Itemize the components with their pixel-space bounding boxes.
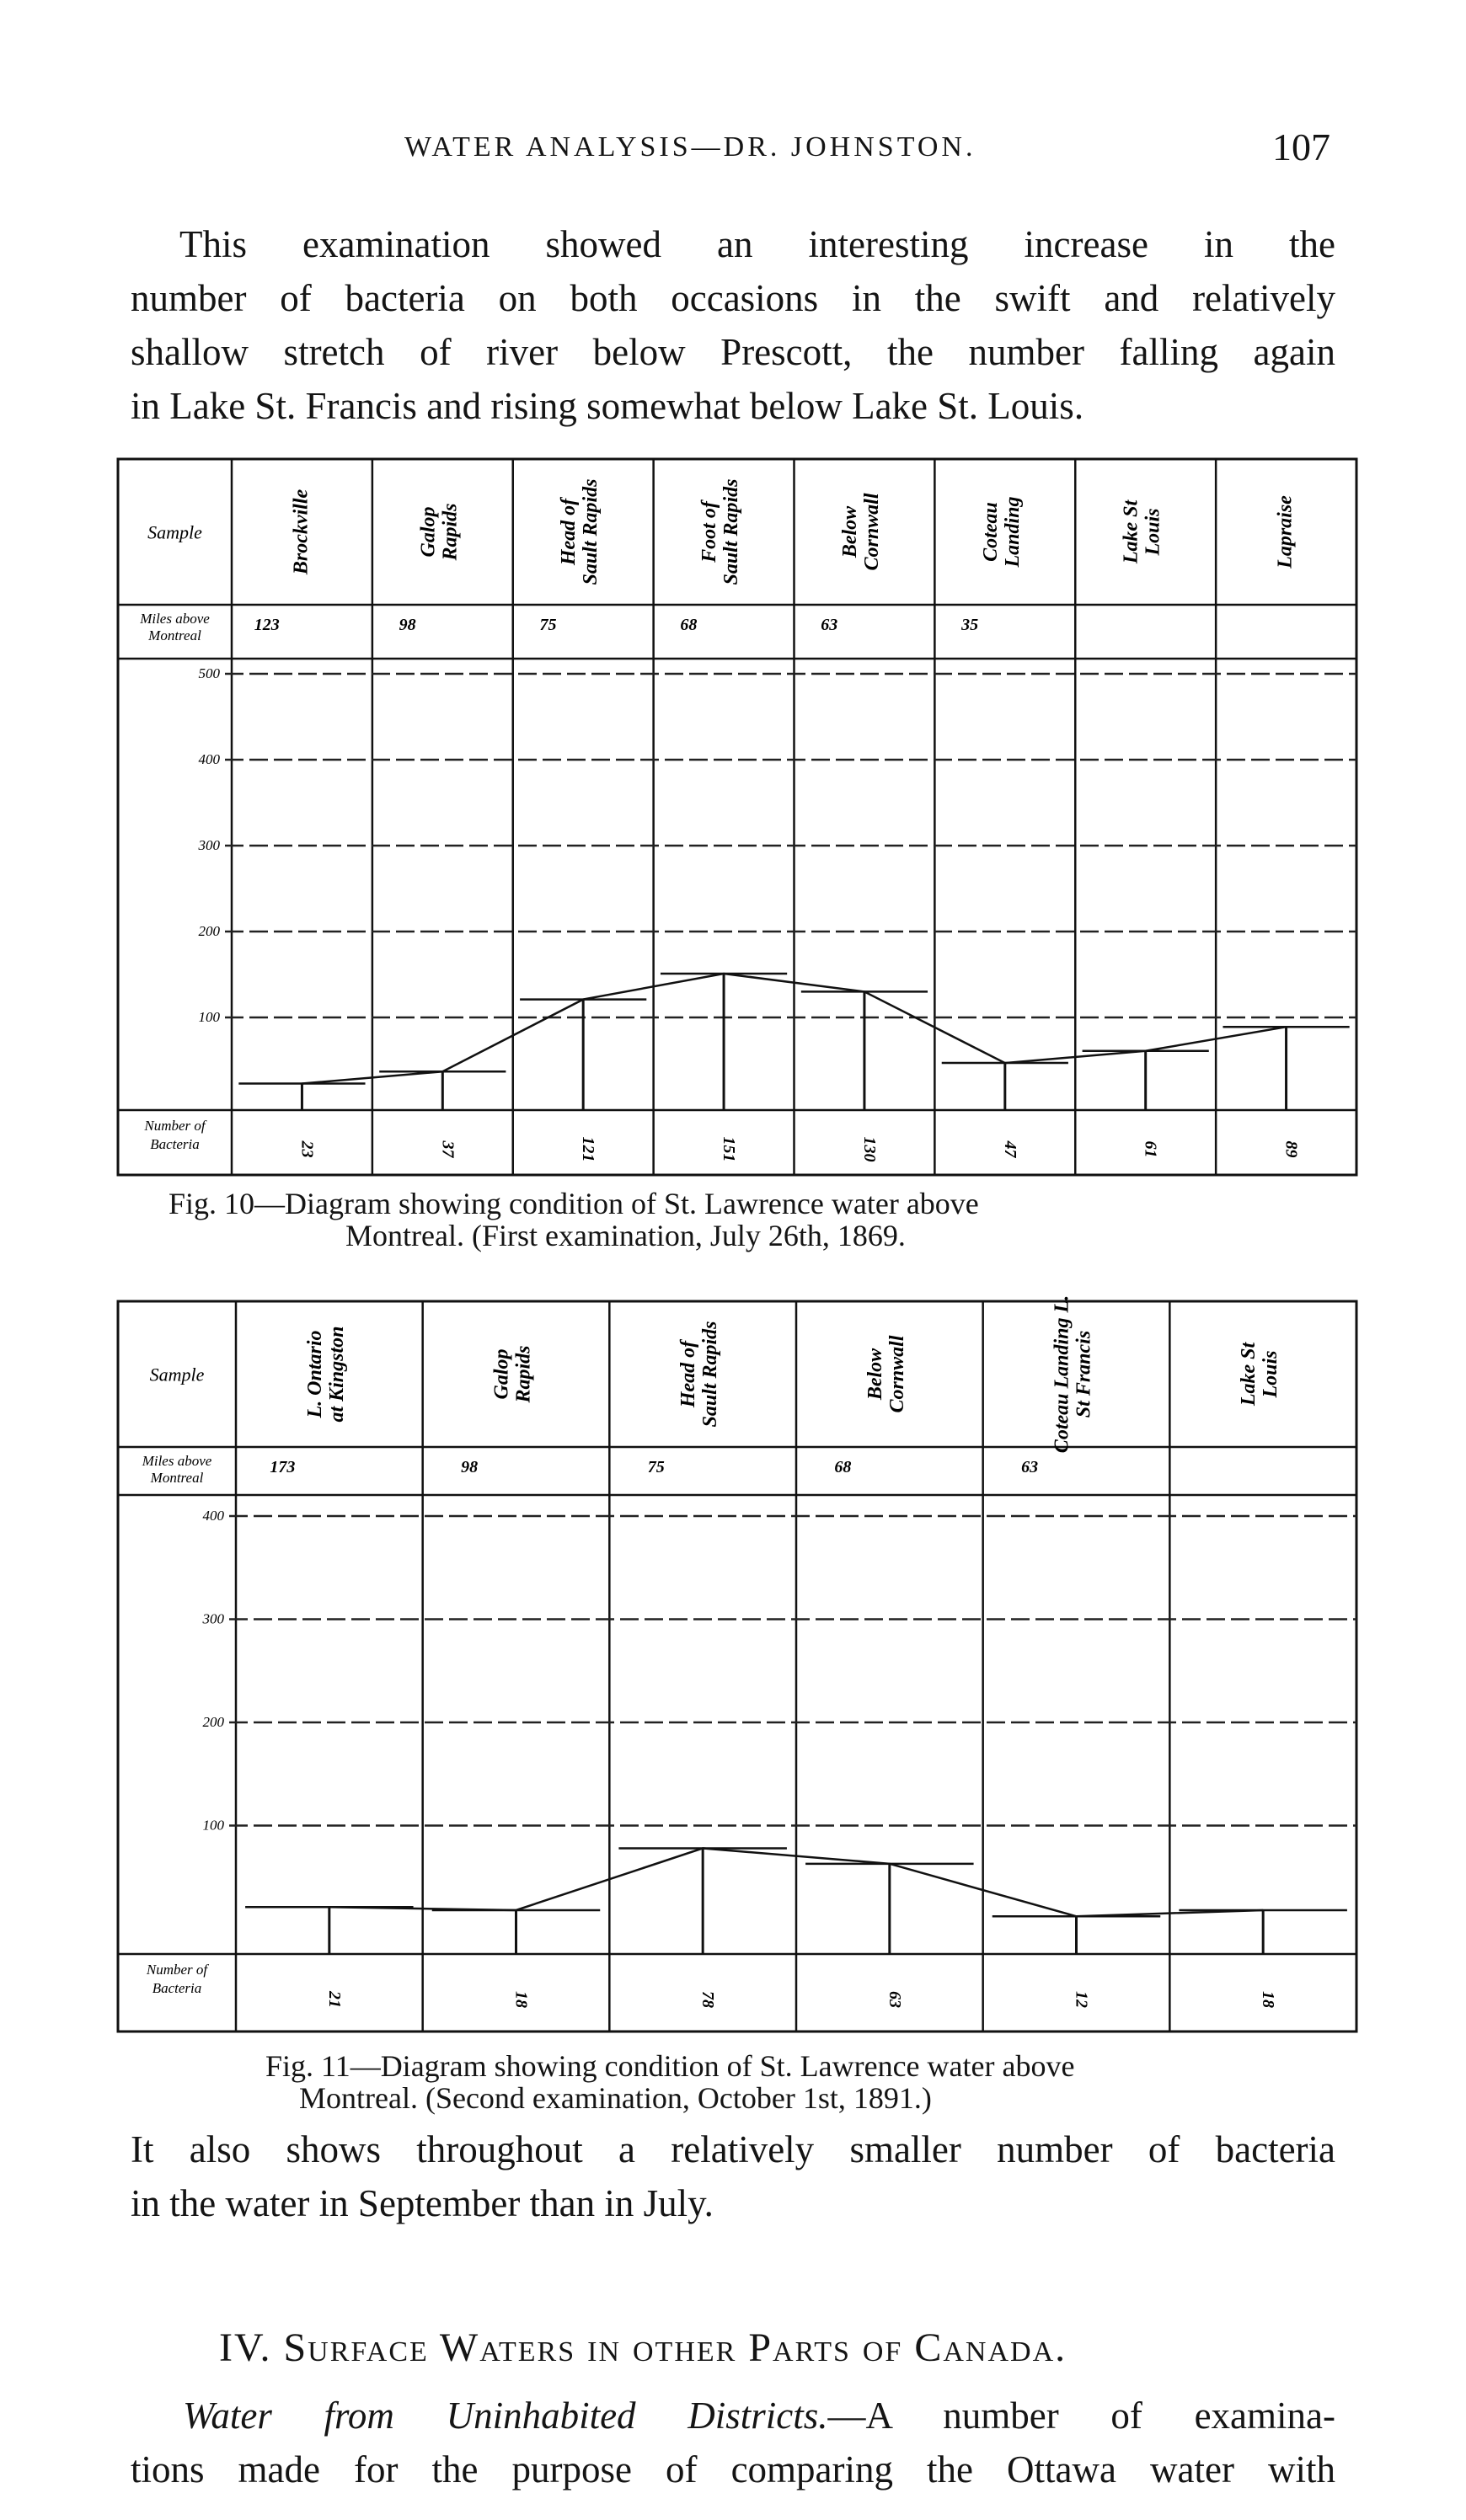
fig11-row-label-miles: Miles above <box>142 1453 212 1469</box>
fig10-miles-value: 63 <box>821 616 838 634</box>
fig11-bacteria-count: 63 <box>885 1991 904 2008</box>
figure-10-caption-line: Montreal. (First examination, July 26th, 1869. <box>345 1219 906 1252</box>
fig11-bacteria-count: 12 <box>1072 1991 1091 2008</box>
fig10-station-label: Lapraise <box>1274 495 1297 569</box>
fig11-station-label: at Kingston <box>325 1326 348 1423</box>
fig11-bacteria-count: 21 <box>324 1991 344 2008</box>
fig11-station-label: Cornwall <box>885 1335 908 1413</box>
fig10-bacteria-count: 23 <box>297 1140 317 1158</box>
fig11-station-label: St Francis <box>1073 1330 1095 1418</box>
fig11-station-label: Head of <box>677 1340 700 1408</box>
fig10-axis-label: 400 <box>198 751 220 767</box>
fig11-station-label: Rapids <box>512 1345 535 1403</box>
fig10-station-label: Brockville <box>290 489 313 575</box>
fig10-bacteria-count: 121 <box>579 1136 598 1162</box>
fig11-station-label: Galop <box>490 1348 513 1400</box>
final-lead-italic: Water from Uninhabited Districts. <box>183 2395 828 2437</box>
fig10-station-label: Foot of <box>698 501 721 563</box>
figure-11-caption <box>265 2050 1378 2114</box>
fig11-station-label: Louis <box>1260 1350 1282 1398</box>
fig10-station-label: Head of <box>558 498 581 566</box>
fig11-station-label: L. Ontario <box>303 1330 326 1418</box>
fig10-axis-label: 200 <box>198 923 220 939</box>
fig10-row-label-bacteria: Bacteria <box>150 1136 200 1152</box>
fig10-station-label: Below <box>838 505 861 558</box>
closing-paragraph <box>131 2122 1335 2230</box>
final-line-1 <box>131 2389 1335 2443</box>
fig10-bacteria-count: 151 <box>720 1136 739 1162</box>
fig10-miles-value: 35 <box>961 616 979 634</box>
fig10-station-label: Galop <box>417 506 440 558</box>
fig10-miles-value: 98 <box>399 616 416 634</box>
fig11-station-label: Coteau Landing L. <box>1051 1295 1073 1454</box>
figure-11-caption-line: Fig. 11—Diagram showing condition of St. Lawrence water above <box>265 2049 1075 2083</box>
fig10-station-label: Rapids <box>439 503 462 561</box>
fig10-station-label: Cornwall <box>860 493 883 571</box>
intro-line: in Lake St. Francis and rising somewhat below Lake St. Louis. <box>131 385 1084 427</box>
fig10-axis-label: 500 <box>198 665 220 681</box>
fig10-row-label-miles: Miles above <box>140 611 210 627</box>
fig10-station-label: Landing <box>1001 496 1024 568</box>
fig10-row-label-miles: Montreal <box>148 627 201 643</box>
fig10-station-label: Sault Rapids <box>580 478 602 585</box>
fig10-miles-value: 68 <box>680 616 698 634</box>
fig11-axis-label: 300 <box>202 1610 224 1627</box>
fig10-axis-label: 100 <box>198 1009 220 1025</box>
fig11-row-label-bacteria: Bacteria <box>152 1980 202 1996</box>
closing-line: in the water in September than in July. <box>131 2182 714 2224</box>
fig11-row-label-sample: Sample <box>149 1364 205 1385</box>
fig11-station-label: Below <box>864 1348 886 1401</box>
fig11-miles-value: 68 <box>834 1458 852 1476</box>
fig11-bacteria-count: 18 <box>511 1991 531 2008</box>
fig10-row-label-bacteria: Number of <box>144 1118 206 1134</box>
fig11-miles-value: 98 <box>461 1458 479 1476</box>
fig10-miles-value: 123 <box>254 616 280 634</box>
intro-line: shallow stretch of river below Prescott, the number falling again <box>131 331 1335 373</box>
fig11-miles-value: 75 <box>647 1458 665 1476</box>
fig11-bacteria-count: 78 <box>698 1991 718 2008</box>
fig10-station-label: Louis <box>1142 508 1164 556</box>
page-number: 107 <box>1272 125 1330 168</box>
final-line-1-rest: —A number of examina- <box>827 2395 1335 2437</box>
fig11-row-label-bacteria: Number of <box>146 1962 208 1978</box>
running-head: WATER ANALYSIS—DR. JOHNSTON. <box>404 131 976 163</box>
fig10-station-label: Coteau <box>979 502 1002 562</box>
fig10-bacteria-count: 89 <box>1281 1140 1301 1158</box>
fig11-axis-label: 400 <box>202 1508 224 1524</box>
fig11-station-label: Lake St <box>1238 1342 1260 1407</box>
intro-line: This examination showed an interesting increase in the <box>179 223 1335 265</box>
intro-line: number of bacteria on both occasions in the swift and relatively <box>131 277 1335 319</box>
fig11-axis-label: 200 <box>202 1714 224 1730</box>
fig11-bacteria-count: 18 <box>1259 1991 1278 2008</box>
fig11-miles-value: 63 <box>1021 1458 1039 1476</box>
fig10-axis-label: 300 <box>198 837 220 853</box>
figure-11-caption-line: Montreal. (Second examination, October 1st, 1891.) <box>299 2081 932 2115</box>
fig10-station-label: Lake St <box>1120 499 1142 564</box>
final-paragraph <box>131 2389 1335 2496</box>
fig11-miles-value: 173 <box>270 1458 296 1476</box>
fig10-miles-value: 75 <box>539 616 557 634</box>
figure-10-caption <box>169 1188 1365 1252</box>
fig10-bacteria-count: 130 <box>859 1136 879 1162</box>
final-line-2: tions made for the purpose of comparing the Ottawa water with <box>131 2448 1335 2491</box>
fig10-bacteria-count: 47 <box>1000 1140 1019 1158</box>
fig11-station-label: Sault Rapids <box>699 1321 722 1428</box>
fig11-axis-label: 100 <box>202 1817 224 1834</box>
figure-10-caption-line: Fig. 10—Diagram showing condition of St. Lawrence water above <box>169 1187 979 1220</box>
fig10-bacteria-count: 37 <box>438 1140 457 1158</box>
closing-line: It also shows throughout a relatively smaller number of bacteria <box>131 2128 1335 2170</box>
section-heading: IV. Surface Waters in other Parts of Canada. <box>219 2325 1067 2370</box>
fig10-bacteria-count: 61 <box>1141 1140 1160 1158</box>
fig10-row-label-sample: Sample <box>147 521 202 543</box>
fig10-station-label: Sault Rapids <box>720 478 743 585</box>
fig11-row-label-miles: Montreal <box>150 1470 204 1486</box>
